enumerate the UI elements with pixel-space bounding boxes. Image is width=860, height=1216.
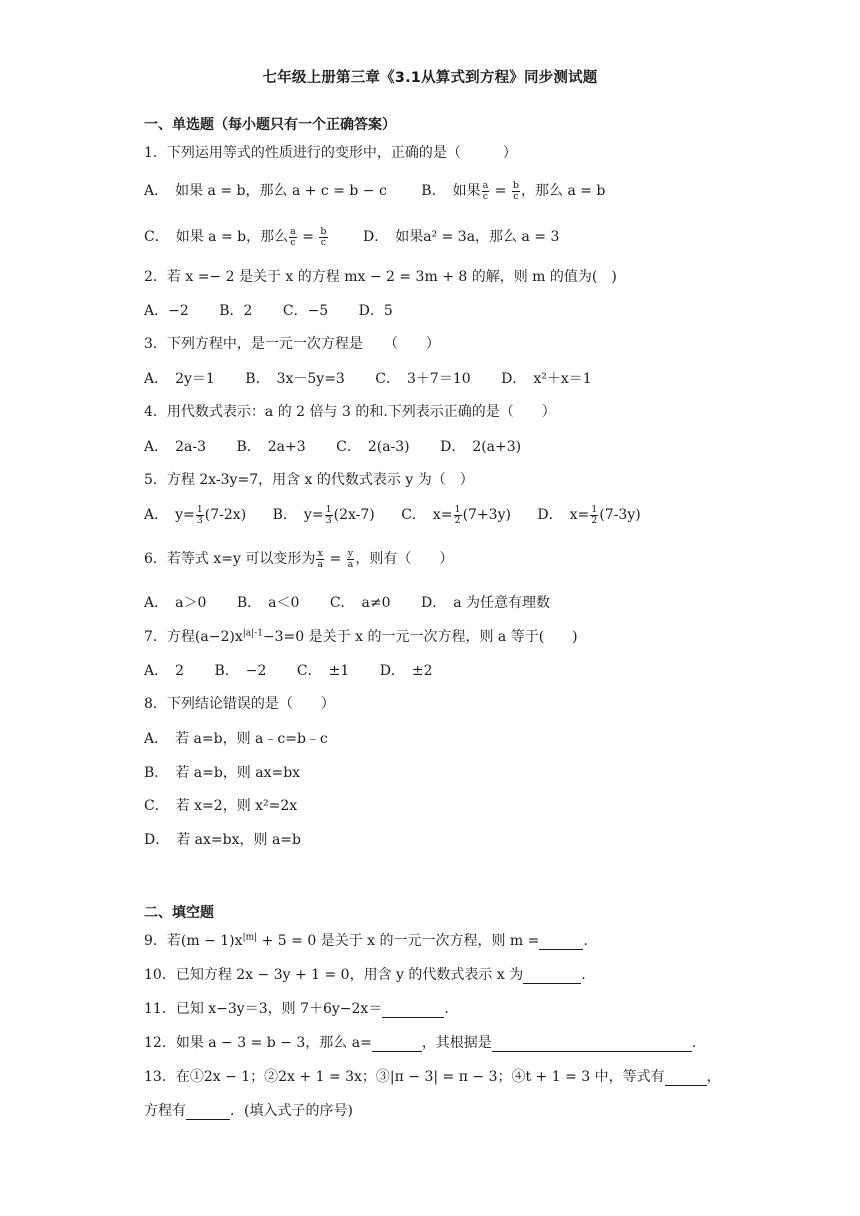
fraction-one-third <box>196 505 204 526</box>
denominator: a <box>317 558 324 570</box>
numerator: 1 <box>454 503 461 515</box>
numerator: x <box>317 547 323 559</box>
answer-blank[interactable] <box>382 1003 444 1018</box>
q13-line2-end: ．(填入式子的序号) <box>230 1103 353 1119</box>
answer-blank[interactable] <box>492 1037 692 1052</box>
q4-option-a: A． 2a-3 <box>144 439 207 455</box>
q5-d-suffix: (7-3y) <box>599 507 641 523</box>
question-7-options <box>144 660 433 680</box>
q1-option-b-prefix: B． 如果 <box>421 183 481 199</box>
fraction-a-over-c <box>482 181 490 202</box>
q6-option-a: A． a＞0 <box>144 595 207 611</box>
question-7-stem <box>144 626 578 646</box>
question-2-options <box>144 300 393 320</box>
q8-option-d: D． 若 ax=bx，则 a=b <box>144 832 301 848</box>
fraction-y-over-a <box>347 549 355 570</box>
q7-stem-suffix: −3=0 是关于 x 的一元一次方程，则 a 等于( ) <box>262 629 578 645</box>
fraction-x-over-a <box>316 549 324 570</box>
q1-option-b: B． 如果 $\frac{a}{c}$ = $\frac{b}{c}$ ，那么 a = b <box>421 179 606 202</box>
question-1-options-ab <box>144 180 605 202</box>
q12-end: . <box>691 1035 697 1051</box>
question-5-stem: 5．方程 2x-3y=7，用含 x 的代数式表示 y 为（ ） <box>144 472 474 488</box>
question-11 <box>144 998 449 1018</box>
q13-line2-text: 方程有 <box>144 1103 186 1119</box>
question-3-options <box>144 368 592 388</box>
numerator: a <box>290 225 296 237</box>
q1-option-b-suffix: ，那么 a = b <box>521 183 606 199</box>
q13-comma: ， <box>706 1069 721 1085</box>
question-10 <box>144 964 586 984</box>
denominator: c <box>482 190 489 202</box>
question-2-stem: 2．若 x =− 2 是关于 x 的方程 mx − 2 = 3m + 8 的解，则 m 的值为( ) <box>144 269 617 285</box>
question-9 <box>144 930 588 950</box>
q6-stem-prefix: 6．若等式 x=y 可以变形为 <box>144 551 316 567</box>
section-heading-fill-in: 二、填空题 <box>144 905 214 921</box>
q7-option-c: C． ±1 <box>296 663 350 679</box>
question-4-options <box>144 436 521 456</box>
section-heading-multiple-choice: 一、单选题（每小题只有一个正确答案） <box>144 117 396 133</box>
denominator: c <box>320 236 327 248</box>
answer-blank[interactable] <box>665 1071 707 1086</box>
numerator: y <box>347 547 354 559</box>
q6-option-c: C． a≠0 <box>329 595 391 611</box>
numerator: b <box>320 225 327 237</box>
q4-option-c: C． 2(a-3) <box>336 439 410 455</box>
numerator: 1 <box>196 503 203 515</box>
q8-option-b: B． 若 a=b，则 ax=bx <box>144 765 301 781</box>
q3-option-a: A． 2y＝1 <box>144 371 215 387</box>
q5-option-c <box>401 504 511 526</box>
answer-blank[interactable] <box>539 935 583 950</box>
q5-c-prefix: C． x= <box>401 507 453 523</box>
fraction-a-over-c <box>289 227 297 248</box>
fraction-one-third <box>325 505 333 526</box>
q5-option-b <box>273 504 375 526</box>
q3-option-b: B． 3x－5y=3 <box>245 371 345 387</box>
q4-option-b: B． 2a+3 <box>236 439 306 455</box>
q1-option-c: C． 如果 a = b，那么 $\frac{a}{c}$ = $\frac{b}{c}$ <box>144 225 327 248</box>
question-12 <box>144 1032 696 1052</box>
fraction-b-over-c <box>512 181 520 202</box>
question-3-stem: 3．下列方程中，是一元一次方程是 （ ） <box>144 336 440 352</box>
q10-end: . <box>581 967 586 983</box>
answer-blank[interactable] <box>186 1105 230 1120</box>
q11-text: 11．已知 x−3y＝3，则 7＋6y−2x＝ <box>144 1001 383 1017</box>
question-1-options-cd <box>144 226 559 248</box>
q12-mid: ，其根据是 <box>421 1035 492 1051</box>
question-4-stem: 4．用代数式表示：a 的 2 倍与 3 的和.下列表示正确的是（ ） <box>144 404 556 420</box>
numerator: 1 <box>325 503 332 515</box>
question-5-options <box>144 504 641 526</box>
denominator: 3 <box>325 514 332 526</box>
q5-option-d <box>537 504 640 526</box>
question-6-options <box>144 592 550 612</box>
q7-option-d: D． ±2 <box>379 663 433 679</box>
q3-option-c: C． 3＋7＝10 <box>375 371 471 387</box>
q6-option-b: B． a＜0 <box>236 595 300 611</box>
q7-option-a: A． 2 <box>144 663 185 679</box>
q1-option-c-prefix: C． 如果 a = b，那么 <box>144 229 289 245</box>
question-13-line-1 <box>144 1066 721 1086</box>
q2-option-a: A．−2 <box>144 303 189 319</box>
numerator: a <box>482 179 489 191</box>
fraction-b-over-c <box>319 227 327 248</box>
q1-option-d: D． 如果a² = 3a，那么 a = 3 <box>362 229 560 245</box>
q5-a-suffix: (7-2x) <box>204 507 247 523</box>
numerator: 1 <box>591 503 598 515</box>
q2-option-b: B．2 <box>219 303 253 319</box>
question-1-stem: 1．下列运用等式的性质进行的变形中，正确的是（ ） <box>144 145 517 161</box>
question-6-stem: 6．若等式 x=y 可以变形为 $\frac{x}{a}$ = $\frac{y}{a}$ ，则有（ ） <box>144 547 454 570</box>
denominator: a <box>347 558 354 570</box>
answer-blank[interactable] <box>372 1037 422 1052</box>
q2-option-c: C．−5 <box>282 303 329 319</box>
q9-exponent: |m| <box>242 932 258 943</box>
q7-option-b: B． −2 <box>214 663 267 679</box>
q13-text: 13．在①2x − 1；②2x + 1 = 3x；③|π − 3| = π − 3；④t + 1 = 3 中，等式有 <box>144 1069 665 1085</box>
numerator: b <box>512 179 519 191</box>
q6-stem-suffix: ，则有（ ） <box>355 551 454 567</box>
denominator: c <box>290 236 296 248</box>
q5-a-prefix: A． y= <box>144 507 195 523</box>
q10-text: 10．已知方程 2x − 3y + 1 = 0，用含 y 的代数式表示 x 为 <box>144 967 524 983</box>
q5-option-a <box>144 504 246 526</box>
q9-end: . <box>583 933 588 949</box>
answer-blank[interactable] <box>523 969 581 984</box>
q3-option-d: D． x²＋x＝1 <box>501 371 592 387</box>
q5-b-suffix: (2x-7) <box>333 507 375 523</box>
denominator: 2 <box>591 514 598 526</box>
q12-text: 12．如果 a − 3 = b − 3，那么 a= <box>144 1035 372 1051</box>
q4-option-d: D． 2(a+3) <box>440 439 522 455</box>
denominator: c <box>513 190 519 202</box>
q1-option-a: A． 如果 a = b，那么 a + c = b − c <box>144 183 387 199</box>
denominator: 3 <box>196 514 203 526</box>
q6-option-d: D． a 为任意有理数 <box>420 595 551 611</box>
question-13-line-2 <box>144 1100 353 1120</box>
q7-stem-prefix: 7．方程(a−2)x <box>144 629 243 645</box>
q9-text: + 5 = 0 是关于 x 的一元一次方程，则 m = <box>257 933 540 949</box>
q9-prefix: 9．若(m − 1)x <box>144 933 243 949</box>
fraction-one-half <box>454 505 462 526</box>
q2-option-d: D．5 <box>358 303 393 319</box>
denominator: 2 <box>454 514 461 526</box>
q5-d-prefix: D． x= <box>537 507 590 523</box>
q5-b-prefix: B． y= <box>272 507 324 523</box>
q5-c-suffix: (7+3y) <box>462 507 511 523</box>
document-title: 七年级上册第三章《3.1从算式到方程》同步测试题 <box>262 70 598 86</box>
question-8-stem: 8．下列结论错误的是（ ） <box>144 696 335 712</box>
fraction-one-half <box>590 505 598 526</box>
q8-option-c: C． 若 x=2，则 x²=2x <box>144 798 298 814</box>
q7-exponent: |a|-1 <box>242 628 263 639</box>
q8-option-a: A． 若 a=b，则 a﹣c=b﹣c <box>144 731 328 747</box>
q11-end: . <box>444 1001 449 1017</box>
